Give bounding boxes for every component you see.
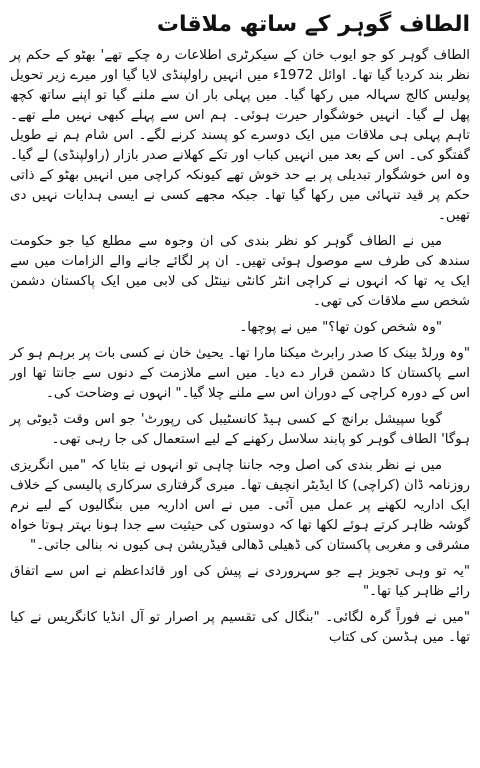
paragraph: "وہ شخص کون تھا؟" میں نے پوچھا۔ bbox=[239, 320, 442, 335]
paragraph: گویا سپیشل برانچ کے کسی ہیڈ کانسٹیبل کی رپورٹ' جو اس وقت ڈیوٹی پر ہوگا' الطاف گوہر کو پابند سلاسل رکھنے کے لیے استعمال کی جا رہی تھی۔ bbox=[10, 412, 470, 447]
paragraph: "میں نے فوراً گرہ لگائی۔ "بنگال کی تقسیم پر اصرار تو آل انڈیا کانگریس نے کیا تھا۔ میں ہڈسن کی کتاب bbox=[10, 610, 470, 645]
article-body bbox=[10, 46, 470, 648]
paragraph: "یہ تو وہی تجویز ہے جو سہروردی نے پیش کی اور قائداعظم نے اس سے اتفاق رائے ظاہر کیا تھا۔" bbox=[10, 564, 470, 599]
paragraph: الطاف گوہر کو جو ایوب خان کے سیکرٹری اطلاعات رہ چکے تھے' بھٹو کے حکم پر نظر بند کردیا گیا تھا۔ اوائل 1972ء میں انہیں راولپنڈی لایا گیا اور میرے زیر تحویل پولیس کالج سہالہ میں رکھا گیا۔ میں پہلی بار ان سے ملنے گیا تو اپنے ساتھ کچھ پھل لے گیا۔ انہیں خوشگوار حیرت ہوئی۔ ہم اس سے پہلے کبھی نہیں ملے تھے۔ تاہم پہلی ہی ملاقات میں ایک دوسرے کو پسند کرنے لگے۔ اس شام ہم نے طویل گفتگو کی۔ اس کے بعد میں انہیں کباب اور تکے کھلانے صدر بازار (راولپنڈی) لے گیا۔ وہ اس خوشگوار تبدیلی پر بے حد خوش تھے کیونکہ کراچی میں انہیں بھٹو کے ذاتی حکم پر قید تنہائی میں رکھا گیا تھا۔ جبکہ مجھے کسی نے ایسی ہدایات نہیں دی تھیں۔ bbox=[10, 48, 470, 223]
article-title: الطاف گوہر کے ساتھ ملاقات bbox=[156, 12, 470, 37]
paragraph: میں نے نظر بندی کی اصل وجہ جاننا چاہی تو انہوں نے بتایا کہ "میں انگریزی روزنامہ ڈان (کراچی) کا ایڈیٹر انچیف تھا۔ میری گرفتاری سرکاری پالیسی کے خلاف ایک اداریہ لکھنے پر عمل میں آئی۔ میں نے اس اداریہ میں بنگالیوں کے لیے نرم گوشہ ظاہر کرتے ہوئے لکھا تھا کہ دوستوں کی حیثیت سے جدا ہونا بہتر ہوتا خواہ مشرقی و مغربی پاکستان کی ڈھیلی ڈھالی فیڈریشن ہی کیوں نہ بنالی جاتی۔" bbox=[10, 458, 470, 553]
paragraph: "وہ ورلڈ بینک کا صدر رابرٹ میکنا مارا تھا۔ یحییٰ خان نے کسی بات پر برہم ہو کر اسے پاکستان کا دشمن قرار دے دیا۔ میں اسے ملازمت کے دنوں سے جانتا تھا اور اس کے دورہ کراچی کے دوران اس سے ملنے چلا گیا۔" انہوں نے وضاحت کی۔ bbox=[10, 346, 470, 401]
paragraph: میں نے الطاف گوہر کو نظر بندی کی ان وجوہ سے مطلع کیا جو حکومت سندھ کی طرف سے موصول ہوئی تھیں۔ ان پر لگائے جانے والے الزامات میں سے ایک یہ تھا کہ انہوں نے کراچی انٹر کانٹی نینٹل کی لابی میں ایک پاکستان دشمن شخص سے ملاقات کی تھی۔ bbox=[10, 234, 470, 309]
